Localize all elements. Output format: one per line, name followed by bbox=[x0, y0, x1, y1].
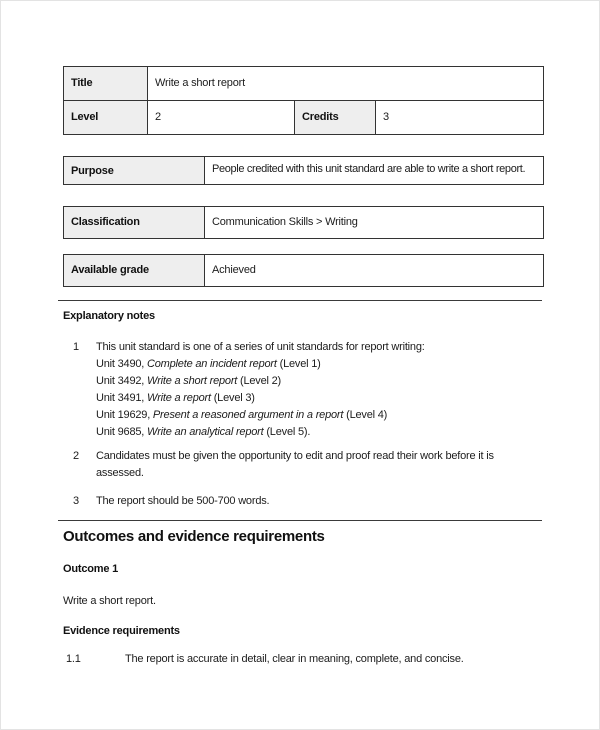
note-body bbox=[96, 493, 541, 510]
title-label: Title bbox=[64, 67, 148, 101]
requirement-item bbox=[63, 651, 541, 668]
note-text: Candidates must be given the opportunity to edit and proof read their work before it is assessed. bbox=[96, 450, 494, 479]
purpose-value: People credited with this unit standard are able to write a short report. bbox=[205, 157, 544, 185]
section-divider bbox=[58, 520, 542, 521]
note-number: 2 bbox=[73, 450, 79, 462]
outcome-1-heading: Outcome 1 bbox=[63, 563, 119, 575]
note-line bbox=[96, 356, 541, 373]
note-line bbox=[96, 424, 541, 441]
note-line bbox=[96, 448, 541, 482]
level-label: Level bbox=[64, 101, 148, 135]
note-line bbox=[96, 339, 541, 356]
evidence-requirements-heading: Evidence requirements bbox=[63, 625, 180, 637]
title-value: Write a short report bbox=[148, 67, 544, 101]
requirement-text: The report is accurate in detail, clear in meaning, complete, and concise. bbox=[125, 653, 464, 665]
note-line bbox=[96, 407, 541, 424]
note-text: This unit standard is one of a series of unit standards for report writing: bbox=[96, 341, 425, 353]
available-grade-label: Available grade bbox=[64, 255, 205, 287]
note-text: (Level 4) bbox=[343, 409, 388, 421]
note-item-2 bbox=[63, 448, 541, 482]
note-text: Unit 3492, bbox=[96, 375, 148, 387]
credits-value: 3 bbox=[376, 101, 544, 135]
unit-title-italic: Write a report bbox=[147, 392, 211, 404]
note-text: Unit 3491, bbox=[96, 392, 148, 404]
classification-table bbox=[63, 206, 544, 239]
note-item-3 bbox=[63, 493, 541, 510]
note-text: (Level 3) bbox=[210, 392, 255, 404]
purpose-table bbox=[63, 156, 544, 185]
note-text: Unit 9685, bbox=[96, 426, 148, 438]
title-row bbox=[64, 67, 544, 101]
credits-label: Credits bbox=[295, 101, 376, 135]
note-body bbox=[96, 339, 541, 441]
note-text: The report should be 500-700 words. bbox=[96, 495, 270, 507]
unit-title-italic: Write an analytical report bbox=[147, 426, 264, 438]
available-grade-table bbox=[63, 254, 544, 287]
purpose-row bbox=[64, 157, 544, 185]
note-number: 3 bbox=[73, 495, 79, 507]
note-text: (Level 2) bbox=[237, 375, 282, 387]
classification-label: Classification bbox=[64, 207, 205, 239]
purpose-label: Purpose bbox=[64, 157, 205, 185]
document-content bbox=[1, 66, 599, 668]
note-line bbox=[96, 493, 541, 510]
outcomes-heading: Outcomes and evidence requirements bbox=[63, 528, 325, 545]
unit-title-italic: Present a reasoned argument in a report bbox=[152, 409, 344, 421]
note-text: (Level 1) bbox=[276, 358, 321, 370]
unit-info-table bbox=[63, 66, 544, 135]
note-line bbox=[96, 390, 541, 407]
section-divider bbox=[58, 300, 542, 301]
level-value: 2 bbox=[148, 101, 295, 135]
unit-title-italic: Write a short report bbox=[147, 375, 238, 387]
note-line bbox=[96, 373, 541, 390]
note-number: 1 bbox=[73, 341, 79, 353]
classification-value: Communication Skills > Writing bbox=[205, 207, 544, 239]
explanatory-notes-heading: Explanatory notes bbox=[63, 310, 155, 322]
note-body bbox=[96, 448, 541, 482]
available-grade-row bbox=[64, 255, 544, 287]
unit-title-italic: Complete an incident report bbox=[147, 358, 277, 370]
requirement-number: 1.1 bbox=[66, 653, 81, 665]
note-text: Unit 19629, bbox=[96, 409, 153, 421]
note-item-1 bbox=[63, 339, 541, 441]
outcome-1-text: Write a short report. bbox=[63, 595, 156, 607]
note-text: Unit 3490, bbox=[96, 358, 148, 370]
available-grade-value: Achieved bbox=[205, 255, 544, 287]
classification-row bbox=[64, 207, 544, 239]
level-credits-row bbox=[64, 101, 544, 135]
note-text: (Level 5). bbox=[263, 426, 311, 438]
